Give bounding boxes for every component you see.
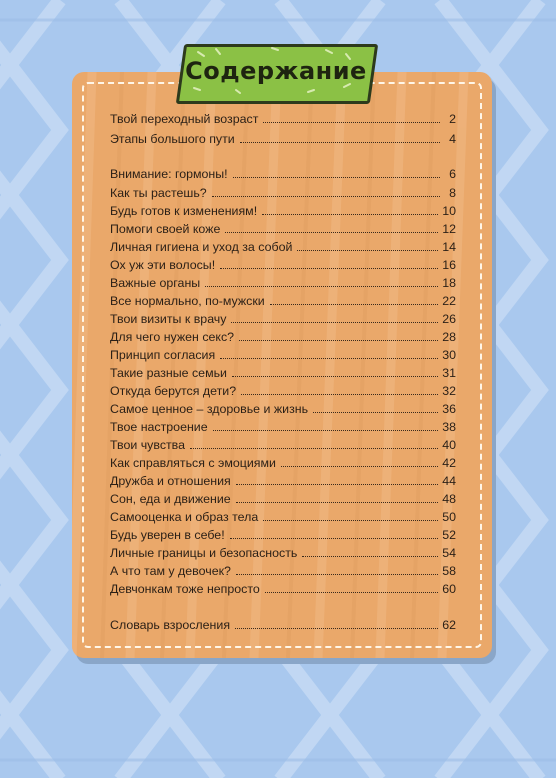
toc-entry[interactable]: [110, 184, 456, 200]
toc-entry-label: Этапы большого пути: [110, 132, 235, 146]
toc-entry-label: Твое настроение: [110, 420, 208, 434]
toc-entry[interactable]: [110, 508, 456, 524]
title-tab: [176, 40, 376, 102]
toc-leader-dots: [205, 285, 438, 287]
toc-leader-dots: [220, 267, 438, 269]
toc-leader-dots: [302, 555, 438, 557]
toc-entry[interactable]: [110, 310, 456, 326]
toc-leader-dots: [262, 213, 438, 215]
toc-leader-dots: [236, 483, 438, 485]
toc-leader-dots: [241, 393, 438, 395]
toc-leader-dots: [232, 375, 438, 377]
toc-entry-page: 4: [449, 132, 456, 146]
toc-entry-label: Помоги своей коже: [110, 222, 221, 236]
toc-entry-page: 8: [449, 186, 456, 200]
toc-leader-dots: [236, 501, 439, 503]
toc-entry[interactable]: [110, 544, 456, 560]
toc-leader-dots: [240, 141, 440, 143]
toc-entry-page: 14: [442, 240, 456, 254]
toc-entry[interactable]: [110, 490, 456, 506]
toc-entry-label: Девчонкам тоже непросто: [110, 582, 260, 596]
toc-entry-page: 42: [442, 456, 456, 470]
toc-entry-page: 2: [449, 112, 456, 126]
toc-leader-dots: [233, 176, 440, 178]
toc-entry-page: 6: [449, 167, 456, 181]
toc-entry-page: 12: [442, 222, 456, 236]
toc-leader-dots: [220, 357, 438, 359]
toc-entry-page: 60: [442, 582, 456, 596]
toc-entry[interactable]: [110, 220, 456, 236]
toc-entry-label: Сон, еда и движение: [110, 492, 231, 506]
toc-leader-dots: [230, 537, 439, 539]
toc-entry-label: Личная гигиена и уход за собой: [110, 240, 293, 254]
page-title: Содержание: [185, 57, 367, 85]
toc-leader-dots: [236, 573, 438, 575]
toc-entry-label: Как ты растешь?: [110, 186, 207, 200]
toc-entry-page: 44: [442, 474, 456, 488]
toc-entry-label: Твои визиты к врачу: [110, 312, 227, 326]
toc-entry-page: 28: [442, 330, 456, 344]
toc-entry-page: 58: [442, 564, 456, 578]
toc-entry-label: Дружба и отношения: [110, 474, 231, 488]
toc-entry[interactable]: [110, 202, 456, 218]
toc-leader-dots: [313, 411, 438, 413]
toc-entry-page: 26: [442, 312, 456, 326]
toc-entry[interactable]: [110, 328, 456, 344]
toc-entry-label: Самое ценное – здоровье и жизнь: [110, 402, 309, 416]
toc-leader-dots: [231, 321, 438, 323]
toc-entry[interactable]: [110, 454, 456, 470]
toc-entry-page: 30: [442, 348, 456, 362]
toc-entry-page: 52: [442, 528, 456, 542]
toc-entry-label: Будь готов к изменениям!: [110, 204, 258, 218]
toc-entry-page: 36: [442, 402, 456, 416]
toc-entry[interactable]: [110, 418, 456, 434]
toc-entry[interactable]: [110, 436, 456, 452]
toc-entry-label: Словарь взросления: [110, 618, 231, 632]
toc-entry[interactable]: [110, 256, 456, 272]
toc-entry-label: Принцип согласия: [110, 348, 216, 362]
toc-entry[interactable]: [110, 526, 456, 542]
toc-leader-dots: [281, 465, 438, 467]
toc-entry-label: А что там у девочек?: [110, 564, 231, 578]
toc-entry[interactable]: [110, 165, 456, 181]
toc-entry[interactable]: [110, 110, 456, 126]
toc-entry[interactable]: [110, 580, 456, 596]
toc-entry-page: 22: [442, 294, 456, 308]
toc-entry-label: Ох уж эти волосы!: [110, 258, 216, 272]
toc-entry[interactable]: [110, 130, 456, 146]
toc-entry-page: 48: [442, 492, 456, 506]
toc-entry-label: Важные органы: [110, 276, 201, 290]
toc-entry-label: Как справляться с эмоциями: [110, 456, 276, 470]
toc-leader-dots: [190, 447, 438, 449]
toc-entry-page: 16: [442, 258, 456, 272]
toc-entry-label: Для чего нужен секс?: [110, 330, 235, 344]
toc-entry[interactable]: [110, 616, 456, 632]
toc-leader-dots: [212, 195, 440, 197]
toc-entry[interactable]: [110, 472, 456, 488]
toc-entry-page: 18: [442, 276, 456, 290]
toc-entry[interactable]: [110, 238, 456, 254]
toc-leader-dots: [235, 627, 438, 629]
toc-leader-dots: [263, 121, 440, 123]
toc-leader-dots: [225, 231, 438, 233]
toc-entry-label: Самооценка и образ тела: [110, 510, 259, 524]
toc-entry-label: Все нормально, по-мужски: [110, 294, 265, 308]
toc-entry-label: Такие разные семьи: [110, 366, 227, 380]
toc-entry[interactable]: [110, 400, 456, 416]
toc-entry-page: 31: [442, 366, 456, 380]
toc-entry-page: 54: [442, 546, 456, 560]
toc-entry[interactable]: [110, 346, 456, 362]
toc-entry[interactable]: [110, 292, 456, 308]
toc-entry[interactable]: [110, 364, 456, 380]
toc-entry-label: Будь уверен в себе!: [110, 528, 225, 542]
toc-entry[interactable]: [110, 274, 456, 290]
toc-entry-page: 62: [442, 618, 456, 632]
toc-leader-dots: [297, 249, 438, 251]
toc-entry-label: Твои чувства: [110, 438, 186, 452]
toc-leader-dots: [239, 339, 438, 341]
toc-entry-label: Твой переходный возраст: [110, 112, 259, 126]
toc-leader-dots: [213, 429, 439, 431]
toc-entry-page: 10: [442, 204, 456, 218]
toc-entry-label: Личные границы и безопасность: [110, 546, 298, 560]
toc-leader-dots: [263, 519, 438, 521]
toc-leader-dots: [270, 303, 439, 305]
toc-entry[interactable]: [110, 562, 456, 578]
toc-entry-label: Внимание: гормоны!: [110, 167, 228, 181]
toc-entry-page: 50: [442, 510, 456, 524]
toc-entry-page: 38: [442, 420, 456, 434]
toc-leader-dots: [265, 591, 438, 593]
toc-entry[interactable]: [110, 382, 456, 398]
toc-entry-page: 40: [442, 438, 456, 452]
toc-entry-label: Откуда берутся дети?: [110, 384, 237, 398]
toc-entry-page: 32: [442, 384, 456, 398]
